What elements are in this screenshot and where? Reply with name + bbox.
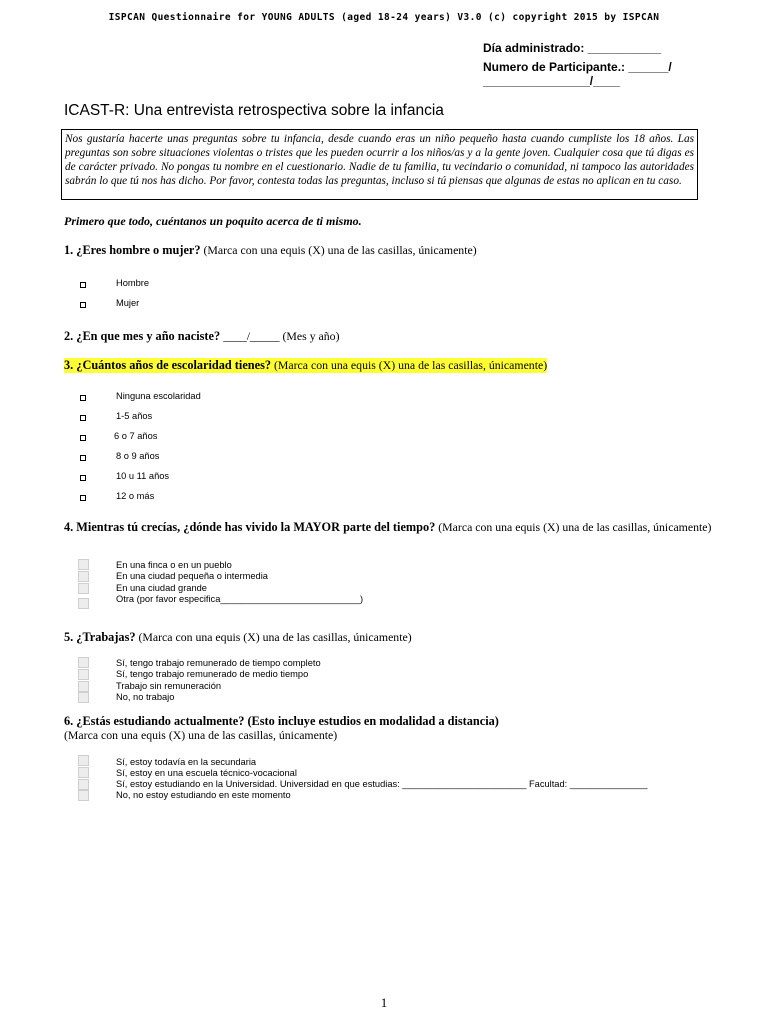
q1-checkbox-hombre[interactable] <box>80 282 86 288</box>
q6-checkbox-3[interactable] <box>78 779 89 790</box>
date-administered-field[interactable]: Día administrado: ___________ <box>483 41 662 55</box>
q3-option-5: 10 u 11 años <box>116 471 170 481</box>
q6-checkbox-4[interactable] <box>78 790 89 801</box>
q5-checkbox-4[interactable] <box>78 692 89 703</box>
document-title: ICAST-R: Una entrevista retrospectiva sobre la infancia <box>64 102 444 119</box>
question-4 <box>64 519 714 535</box>
q6-option-3: Sí, estoy estudiando en la Universidad. Universidad en que estudias: ________________________ Facultad: _______________ <box>116 779 648 789</box>
question-3 <box>64 358 547 373</box>
q3-checkbox-3[interactable] <box>80 435 86 441</box>
question-1 <box>64 243 477 258</box>
q4-option-2: En una ciudad pequeña o intermedia <box>116 571 268 581</box>
question-4-instruction: (Marca con una equis (X) una de las casillas, únicamente) <box>435 520 712 534</box>
question-3-instruction: (Marca con una equis (X) una de las casillas, únicamente) <box>271 358 548 372</box>
q3-option-6: 12 o más <box>116 491 155 501</box>
q5-option-4: No, no trabajo <box>116 692 175 702</box>
q3-checkbox-1[interactable] <box>80 395 86 401</box>
question-5-instruction: (Marca con una equis (X) una de las casillas, únicamente) <box>135 630 412 644</box>
participant-number-field-2[interactable]: ________________/____ <box>483 74 620 88</box>
q5-checkbox-1[interactable] <box>78 657 89 668</box>
participant-number-field[interactable]: Numero de Participante.: ______/ <box>483 60 672 74</box>
q4-checkbox-3[interactable] <box>78 583 89 594</box>
q3-option-2: 1-5 años <box>116 411 153 421</box>
question-1-text: 1. ¿Eres hombre o mujer? <box>64 243 201 257</box>
question-3-text: 3. ¿Cuántos años de escolaridad tienes? <box>64 358 272 372</box>
question-6 <box>64 714 499 729</box>
q5-option-3: Trabajo sin remuneración <box>116 681 222 691</box>
q1-checkbox-mujer[interactable] <box>80 302 86 308</box>
question-2 <box>64 329 340 344</box>
question-6-instruction: (Marca con una equis (X) una de las casillas, únicamente) <box>64 728 338 742</box>
question-6-instruction-line <box>64 728 337 743</box>
q1-option-hombre: Hombre <box>116 278 150 288</box>
q6-checkbox-1[interactable] <box>78 755 89 766</box>
question-6-text: 6. ¿Estás estudiando actualmente? (Esto incluye estudios en modalidad a distancia) <box>64 714 499 728</box>
q5-checkbox-3[interactable] <box>78 681 89 692</box>
q5-option-2: Sí, tengo trabajo remunerado de medio tiempo <box>116 669 309 679</box>
q5-option-1: Sí, tengo trabajo remunerado de tiempo completo <box>116 658 321 668</box>
intro-text: Nos gustaría hacerte unas preguntas sobre tu infancia, desde cuando eras un niño pequeño hasta cuando cumpliste los 18 años. Las preguntas son sobre situaciones violentas o tristes que les pueden ocurrir a los niños/as y a la gente joven. Cualquier cosa que tú digas es de carácter privado. No pongas tu nombre en el cuestionario. Nadie de tu familia, tu vecindario o comunidad, ni tampoco las autoridades sabrán lo que tú nos has dicho. Por favor, contesta todas las preguntas, incluso si tú piensas que algunas de estas no aplican en tu caso. <box>65 133 694 187</box>
q6-option-4: No, no estoy estudiando en este momento <box>116 790 291 800</box>
lead-text: Primero que todo, cuéntanos un poquito acerca de ti mismo. <box>64 214 362 228</box>
question-5 <box>64 630 412 645</box>
q3-option-4: 8 o 9 años <box>116 451 160 461</box>
q4-checkbox-2[interactable] <box>78 571 89 582</box>
page-header: ISPCAN Questionnaire for YOUNG ADULTS (aged 18-24 years) V3.0 (c) copyright 2015 by ISPCAN <box>108 12 660 23</box>
question-2-text: 2. ¿En que mes y año naciste? <box>64 329 224 343</box>
q3-option-1: Ninguna escolaridad <box>116 391 201 401</box>
q4-option-1: En una finca o en un pueblo <box>116 560 232 570</box>
q6-checkbox-2[interactable] <box>78 767 89 778</box>
q6-option-1: Sí, estoy todavía en la secundaria <box>116 757 257 767</box>
q4-option-4: Otra (por favor especifica___________________________) <box>116 594 364 604</box>
question-4-text: 4. Mientras tú crecías, ¿dónde has vivido la MAYOR parte del tiempo? <box>64 520 436 534</box>
q3-checkbox-4[interactable] <box>80 455 86 461</box>
q4-checkbox-4[interactable] <box>78 598 89 609</box>
q6-option-2: Sí, estoy en una escuela técnico-vocacional <box>116 768 297 778</box>
question-1-instruction: (Marca con una equis (X) una de las casillas, únicamente) <box>200 243 477 257</box>
q3-option-3: 6 o 7 años <box>114 431 158 441</box>
page-number: 1 <box>380 995 388 1010</box>
q4-checkbox-1[interactable] <box>78 559 89 570</box>
q1-option-mujer: Mujer <box>116 298 140 308</box>
question-2-instruction[interactable]: ____/_____ (Mes y año) <box>223 329 340 343</box>
q3-checkbox-5[interactable] <box>80 475 86 481</box>
q3-checkbox-2[interactable] <box>80 415 86 421</box>
intro-box <box>61 129 698 200</box>
question-5-text: 5. ¿Trabajas? <box>64 630 136 644</box>
q3-checkbox-6[interactable] <box>80 495 86 501</box>
q4-option-3: En una ciudad grande <box>116 583 207 593</box>
q5-checkbox-2[interactable] <box>78 669 89 680</box>
